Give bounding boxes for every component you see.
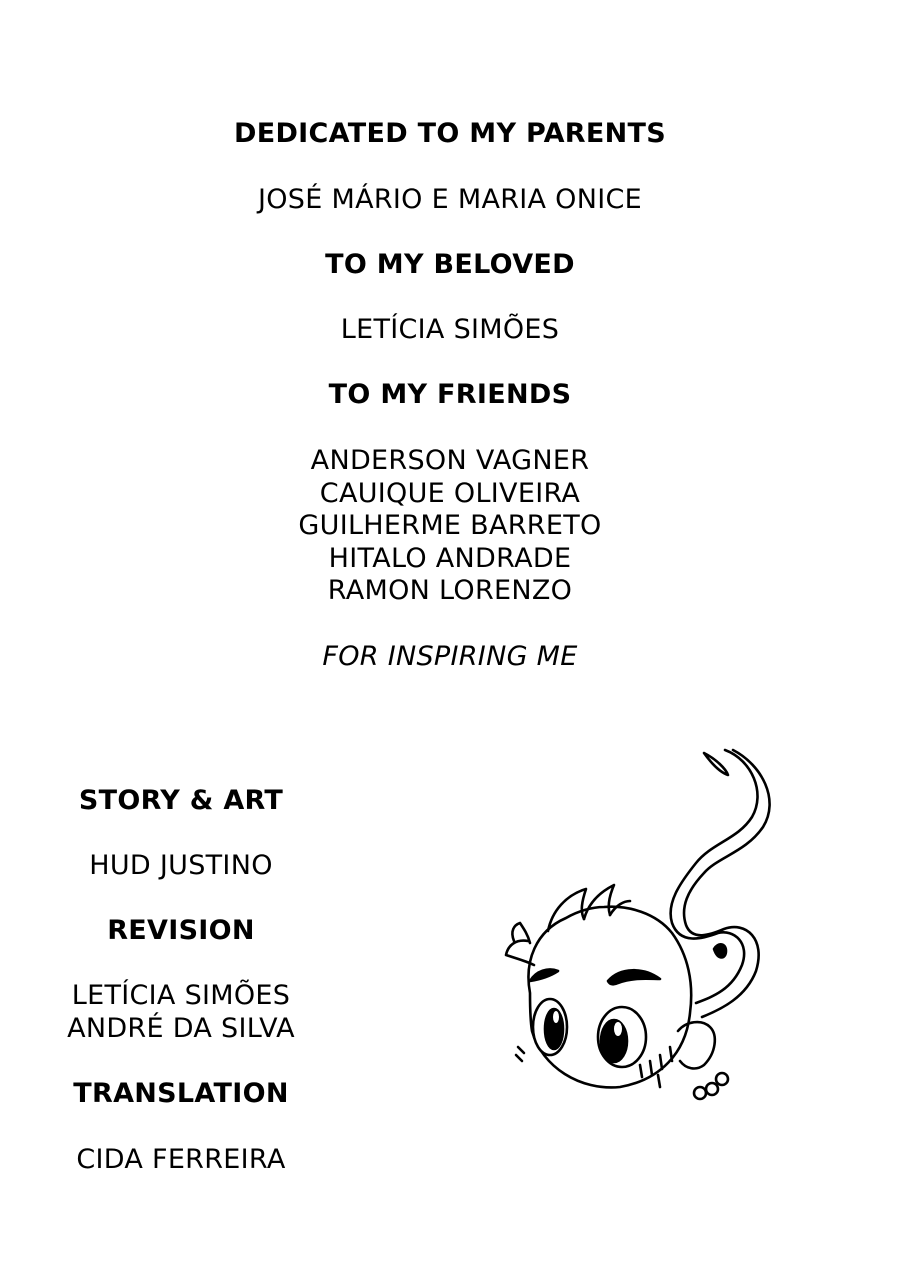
revision-heading: REVISION <box>107 915 255 946</box>
revision-name: LETÍCIA SIMÕES <box>71 980 291 1011</box>
friend-name: ANDERSON VAGNER <box>310 445 590 476</box>
translation-name: CIDA FERREIRA <box>76 1144 286 1175</box>
friend-name: RAMON LORENZO <box>327 575 573 606</box>
friends-list <box>0 445 900 608</box>
creature-mascot-icon <box>490 735 790 1135</box>
translation-heading: TRANSLATION <box>73 1078 289 1109</box>
story-art-heading: STORY & ART <box>78 785 284 816</box>
dedication-parents-names: JOSÉ MÁRIO E MARIA ONICE <box>257 184 643 215</box>
story-art-name: HUD JUSTINO <box>89 850 273 881</box>
friend-name: CAUIQUE OLIVEIRA <box>319 477 581 509</box>
dedication-beloved-name: LETÍCIA SIMÕES <box>340 314 560 345</box>
friend-name: HITALO ANDRADE <box>328 542 572 574</box>
dedication-beloved-heading: TO MY BELOVED <box>325 249 575 280</box>
revision-name: ANDRÉ DA SILVA <box>67 1012 295 1044</box>
dedication-friends-heading: TO MY FRIENDS <box>328 379 572 410</box>
friend-name: GUILHERME BARRETO <box>298 510 602 541</box>
dedication-parents-heading: DEDICATED TO MY PARENTS <box>234 118 666 149</box>
dedication-closing: FOR INSPIRING ME <box>322 641 578 672</box>
revision-names <box>30 980 332 1045</box>
